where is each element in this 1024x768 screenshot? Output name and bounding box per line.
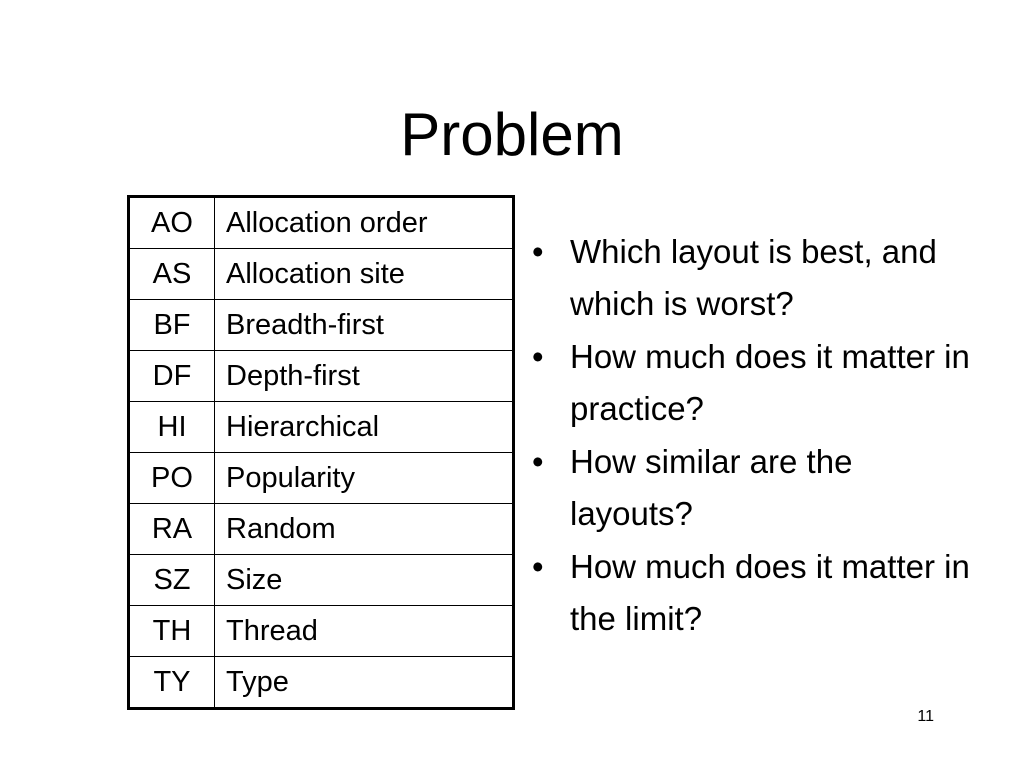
bullet-text: Which layout is best, and which is worst? [570, 233, 937, 322]
abbreviation-cell: RA [129, 504, 215, 555]
table-body [129, 197, 514, 709]
abbreviation-cell: AO [129, 197, 215, 249]
table-row [129, 249, 514, 300]
abbreviation-cell: AS [129, 249, 215, 300]
table-row [129, 606, 514, 657]
abbreviation-cell: BF [129, 300, 215, 351]
layout-abbreviation-table [127, 195, 515, 710]
bullet-list [530, 226, 970, 646]
bullet-item [530, 226, 970, 330]
bullet-text: How much does it matter in practice? [570, 338, 970, 427]
table-row [129, 197, 514, 249]
table-row [129, 504, 514, 555]
table-row [129, 351, 514, 402]
description-cell: Allocation order [215, 197, 514, 249]
table-row [129, 453, 514, 504]
bullet-item [530, 331, 970, 435]
abbreviation-cell: PO [129, 453, 215, 504]
description-cell: Breadth-first [215, 300, 514, 351]
bullet-text: How similar are the layouts? [570, 443, 853, 532]
bullet-text: How much does it matter in the limit? [570, 548, 970, 637]
description-cell: Popularity [215, 453, 514, 504]
bullet-marker: • [532, 338, 544, 375]
description-cell: Size [215, 555, 514, 606]
table-row [129, 300, 514, 351]
bullet-item [530, 541, 970, 645]
description-cell: Allocation site [215, 249, 514, 300]
table-row [129, 402, 514, 453]
bullet-marker: • [532, 233, 544, 270]
page-number: 11 [917, 708, 934, 725]
description-cell: Type [215, 657, 514, 709]
description-cell: Thread [215, 606, 514, 657]
abbreviation-cell: SZ [129, 555, 215, 606]
table-row [129, 657, 514, 709]
bullet-item [530, 436, 970, 540]
abbreviation-cell: HI [129, 402, 215, 453]
abbreviation-cell: TH [129, 606, 215, 657]
description-cell: Hierarchical [215, 402, 514, 453]
description-cell: Random [215, 504, 514, 555]
bullet-marker: • [532, 548, 544, 585]
abbreviation-cell: DF [129, 351, 215, 402]
table-row [129, 555, 514, 606]
slide-title: Problem [400, 101, 624, 168]
abbreviation-cell: TY [129, 657, 215, 709]
bullet-marker: • [532, 443, 544, 480]
description-cell: Depth-first [215, 351, 514, 402]
